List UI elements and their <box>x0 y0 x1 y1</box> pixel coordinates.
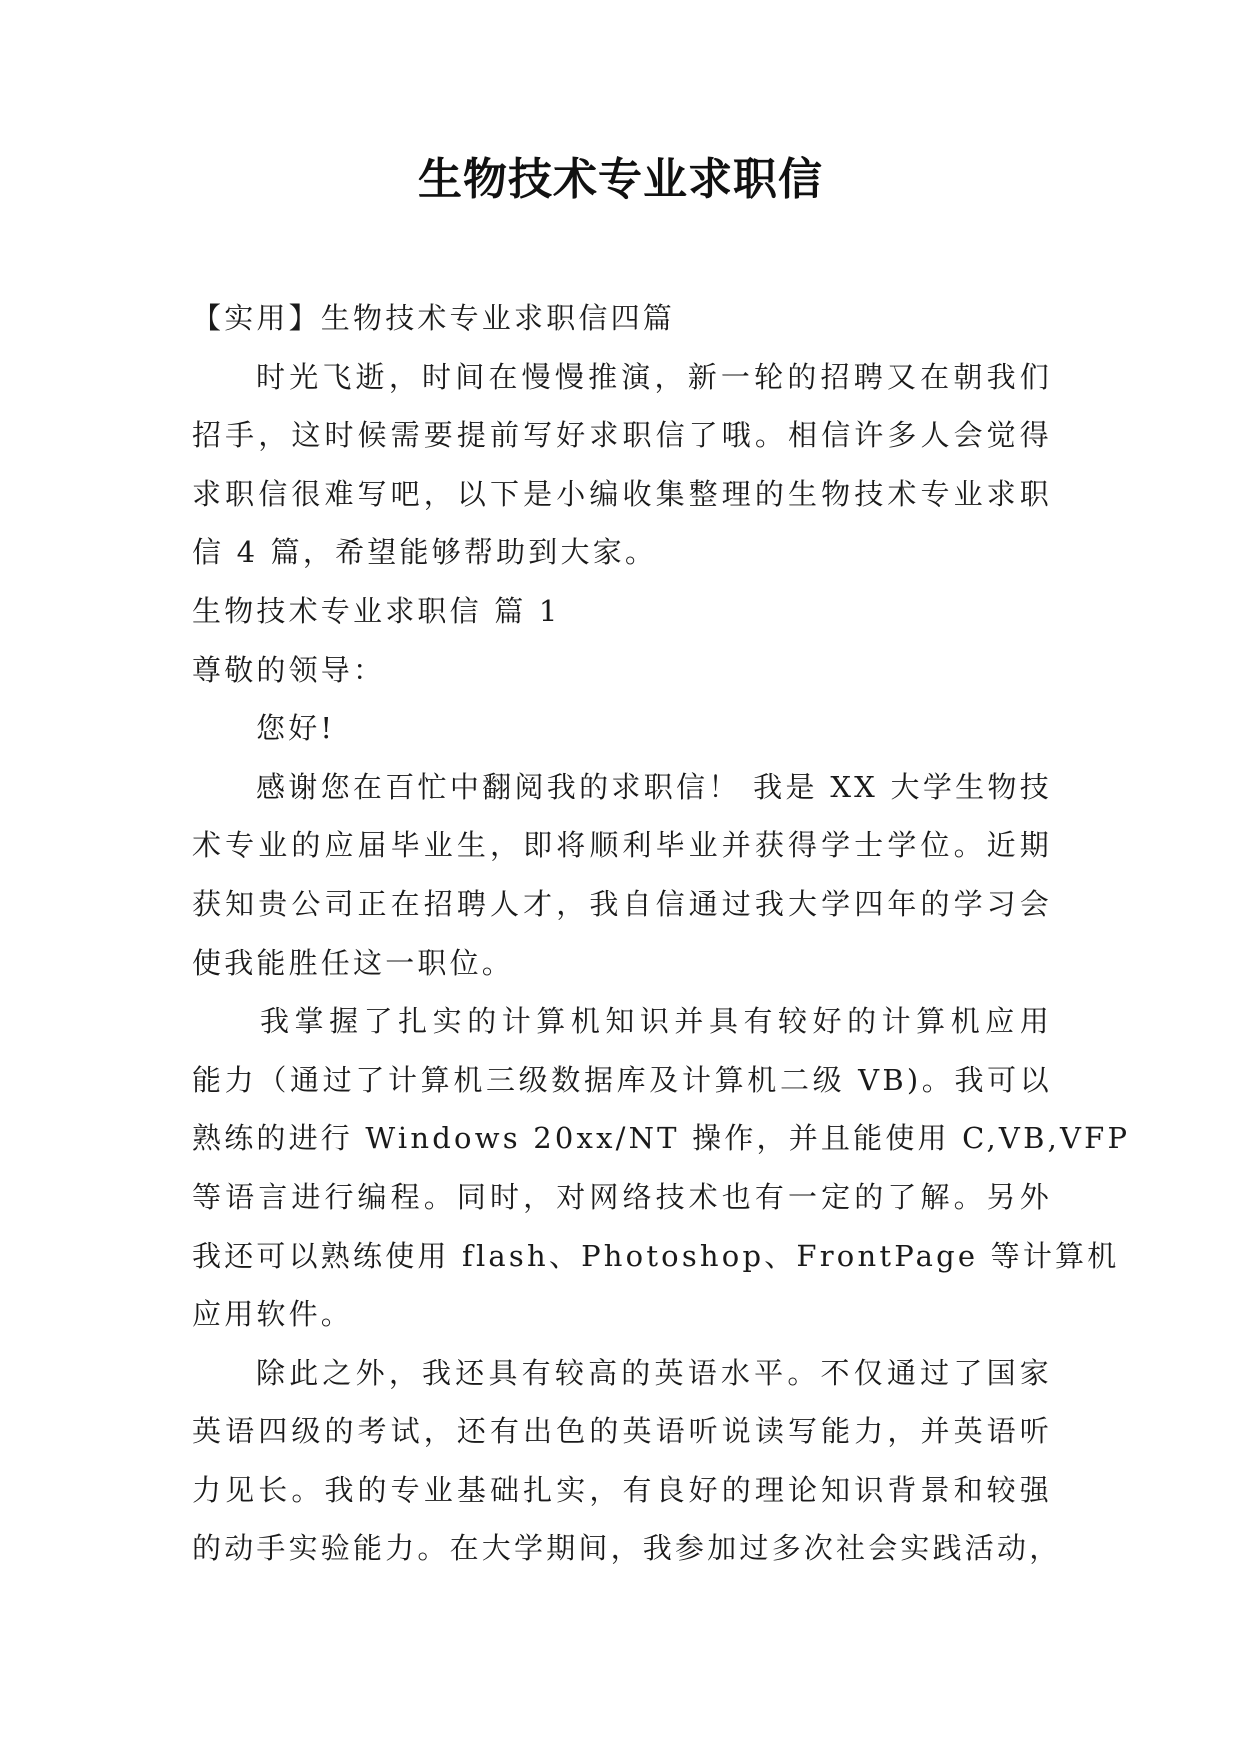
paragraph-line: 英语四级的考试，还有出色的英语听说读写能力，并英语听 <box>192 1414 1052 1449</box>
paragraph-line: 应用软件。 <box>192 1297 354 1332</box>
subtitle-line: 【实用】生物技术专业求职信四篇 <box>192 301 676 335</box>
paragraph-line: 我还可以熟练使用 flash、Photoshop、FrontPage 等计算机 <box>192 1238 1120 1273</box>
document-title: 生物技术专业求职信 <box>418 154 823 205</box>
section-heading: 生物技术专业求职信 篇 1 <box>192 593 561 628</box>
greeting: 您好! <box>256 711 336 746</box>
paragraph-line: 能力（通过了计算机三级数据库及计算机二级 VB)。我可以 <box>192 1062 1052 1097</box>
document-body <box>192 289 1131 1578</box>
paragraph-line: 除此之外，我还具有较高的英语水平。不仅通过了国家 <box>256 1355 1052 1390</box>
salutation: 尊敬的领导： <box>192 652 386 687</box>
paragraph-line: 术专业的应届毕业生，即将顺利毕业并获得学士学位。近期 <box>192 828 1052 863</box>
paragraph-line: 熟练的进行 Windows 20xx/NT 操作，并且能使用 C,VB,VFP <box>192 1121 1131 1156</box>
paragraph-line: 获知贵公司正在招聘人才，我自信通过我大学四年的学习会 <box>192 886 1052 921</box>
paragraph-line: 力见长。我的专业基础扎实，有良好的理论知识背景和较强 <box>192 1472 1052 1507</box>
paragraph-line: 感谢您在百忙中翻阅我的求职信！ 我是 XX 大学生物技 <box>256 769 1052 804</box>
paragraph-line: 时光飞逝，时间在慢慢推演，新一轮的招聘又在朝我们 <box>256 359 1052 394</box>
paragraph-line: 招手，这时候需要提前写好求职信了哦。相信许多人会觉得 <box>192 418 1052 453</box>
paragraph-line: 求职信很难写吧，以下是小编收集整理的生物技术专业求职 <box>192 476 1052 511</box>
paragraph-line: 的动手实验能力。在大学期间，我参加过多次社会实践活动， <box>192 1531 1062 1566</box>
paragraph-line: 使我能胜任这一职位。 <box>192 945 515 980</box>
paragraph-line: 等语言进行编程。同时，对网络技术也有一定的了解。另外 <box>192 1179 1052 1214</box>
paragraph-line: 我掌握了扎实的计算机知识并具有较好的计算机应用 <box>260 1004 1052 1039</box>
paragraph-line: 信 4 篇，希望能够帮助到大家。 <box>192 535 658 570</box>
